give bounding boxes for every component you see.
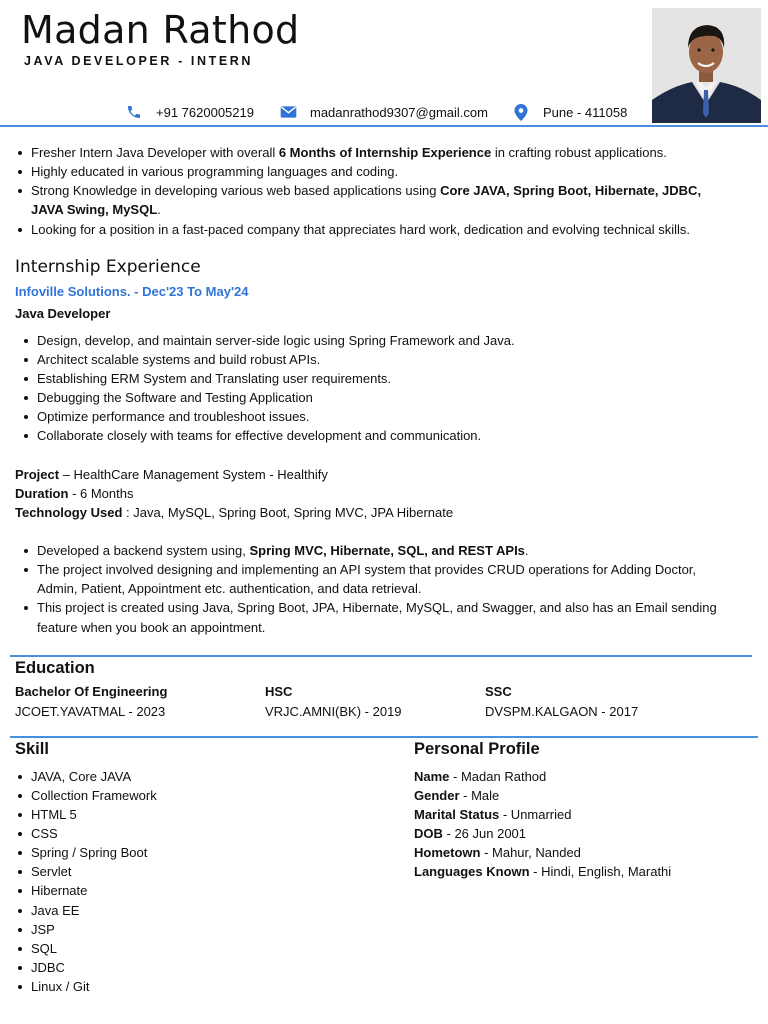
- skill-item: Hibernate: [31, 883, 88, 898]
- project-point: Admin, Patient, Appointment etc. authentication, and data retrieval.: [37, 581, 422, 596]
- profile-heading: Personal Profile: [414, 740, 540, 758]
- skills-heading: Skill: [15, 740, 49, 758]
- skill-item: Linux / Git: [31, 979, 90, 994]
- education-detail: JCOET.YAVATMAL - 2023: [15, 704, 166, 719]
- bullet-dot: [18, 966, 22, 970]
- bullet-dot: [18, 985, 22, 989]
- duty-item: Collaborate closely with teams for effective development and communication.: [37, 428, 482, 443]
- internship-title: Java Developer: [15, 306, 111, 321]
- profile-item: Marital Status - Unmarried: [414, 807, 572, 822]
- bullet-dot: [18, 189, 22, 193]
- bullet-dot: [24, 434, 28, 438]
- resume-name: Madan Rathod: [21, 8, 300, 52]
- contact-location: [511, 102, 627, 122]
- duty-item: Architect scalable systems and build robust APIs.: [37, 352, 321, 367]
- bullet-dot: [18, 947, 22, 951]
- duty-item: Optimize performance and troubleshoot issues.: [37, 409, 310, 424]
- contact-phone[interactable]: [124, 102, 254, 122]
- bullet-dot: [18, 813, 22, 817]
- bullet-dot: [18, 775, 22, 779]
- skill-item: HTML 5: [31, 807, 77, 822]
- bullet-dot: [18, 794, 22, 798]
- skill-item: SQL: [31, 941, 58, 956]
- location-pin-icon: [511, 102, 531, 122]
- profile-item: Gender - Male: [414, 788, 500, 803]
- bullet-dot: [24, 549, 28, 553]
- skill-item: JAVA, Core JAVA: [31, 769, 132, 784]
- profile-item: DOB - 26 Jun 2001: [414, 826, 527, 841]
- bullet-dot: [18, 889, 22, 893]
- summary-line: JAVA Swing, MySQL.: [31, 202, 161, 217]
- project-point: Developed a backend system using, Spring MVC, Hibernate, SQL, and REST APIs.: [37, 543, 529, 558]
- bullet-dot: [24, 339, 28, 343]
- education-detail: VRJC.AMNI(BK) - 2019: [265, 704, 402, 719]
- internship-heading: Internship Experience: [15, 257, 201, 277]
- duration-line: Duration - 6 Months: [15, 486, 134, 501]
- profile-item: Hometown - Mahur, Nanded: [414, 845, 581, 860]
- bullet-dot: [24, 415, 28, 419]
- summary-line: Highly educated in various programming languages and coding.: [31, 164, 399, 179]
- email-text: madanrathod9307@gmail.com: [310, 104, 488, 120]
- bullet-dot: [24, 568, 28, 572]
- education-degree: HSC: [265, 684, 293, 699]
- education-detail: DVSPM.KALGAON - 2017: [485, 704, 639, 719]
- bullet-dot: [18, 832, 22, 836]
- profile-photo: [652, 8, 761, 123]
- skill-item: Java EE: [31, 903, 80, 918]
- bullet-dot: [18, 151, 22, 155]
- project-point: feature when you book an appointment.: [37, 620, 266, 635]
- education-degree: SSC: [485, 684, 512, 699]
- duty-item: Establishing ERM System and Translating user requirements.: [37, 371, 392, 386]
- technology-line: Technology Used : Java, MySQL, Spring Boot, Spring MVC, JPA Hibernate: [15, 505, 454, 520]
- skill-item: Servlet: [31, 864, 72, 879]
- bullet-dot: [18, 851, 22, 855]
- location-text: Pune - 411058: [543, 104, 628, 120]
- resume-role: JAVA DEVELOPER - INTERN: [24, 54, 254, 68]
- project-point: The project involved designing and implementing an API system that provides CRUD operations for Adding Doctor,: [37, 562, 697, 577]
- education-degree: Bachelor Of Engineering: [15, 684, 168, 699]
- skill-item: Spring / Spring Boot: [31, 845, 148, 860]
- profile-item: Name - Madan Rathod: [414, 769, 547, 784]
- duty-item: Design, develop, and maintain server-side logic using Spring Framework and Java.: [37, 333, 515, 348]
- skill-item: JDBC: [31, 960, 65, 975]
- project-point: This project is created using Java, Spring Boot, JPA, Hibernate, MySQL, and Swagger, and also has an Email sending: [37, 600, 717, 615]
- summary-line: Fresher Intern Java Developer with overall 6 Months of Internship Experience in crafting robust applications.: [31, 145, 667, 160]
- education-divider: [10, 655, 752, 657]
- skill-item: CSS: [31, 826, 58, 841]
- bullet-dot: [18, 170, 22, 174]
- summary-line: Looking for a position in a fast-paced company that appreciates hard work, dedication and evolving technical skills.: [31, 222, 691, 237]
- duty-item: Debugging the Software and Testing Application: [37, 390, 313, 405]
- skill-item: JSP: [31, 922, 55, 937]
- bullet-dot: [24, 377, 28, 381]
- bullet-dot: [18, 870, 22, 874]
- bullet-dot: [18, 928, 22, 932]
- skill-item: Collection Framework: [31, 788, 157, 803]
- summary-line: Strong Knowledge in developing various web based applications using Core JAVA, Spring Boot, Hibernate, JDBC,: [31, 183, 702, 198]
- profile-item: Languages Known - Hindi, English, Marathi: [414, 864, 672, 879]
- phone-icon: [124, 102, 144, 122]
- contact-email[interactable]: [278, 102, 488, 122]
- bullet-dot: [24, 606, 28, 610]
- bullet-dot: [18, 909, 22, 913]
- email-icon: [278, 102, 298, 122]
- bullet-dot: [24, 396, 28, 400]
- person-portrait-icon: [652, 8, 761, 123]
- bullet-dot: [24, 358, 28, 362]
- bullet-dot: [18, 228, 22, 232]
- header-divider: [0, 125, 768, 127]
- skills-divider: [10, 736, 758, 738]
- education-heading: Education: [15, 659, 95, 677]
- internship-company: Infoville Solutions. - Dec'23 To May'24: [15, 284, 249, 299]
- phone-text: +91 7620005219: [156, 104, 254, 120]
- project-line: Project – HealthCare Management System - Healthify: [15, 467, 328, 482]
